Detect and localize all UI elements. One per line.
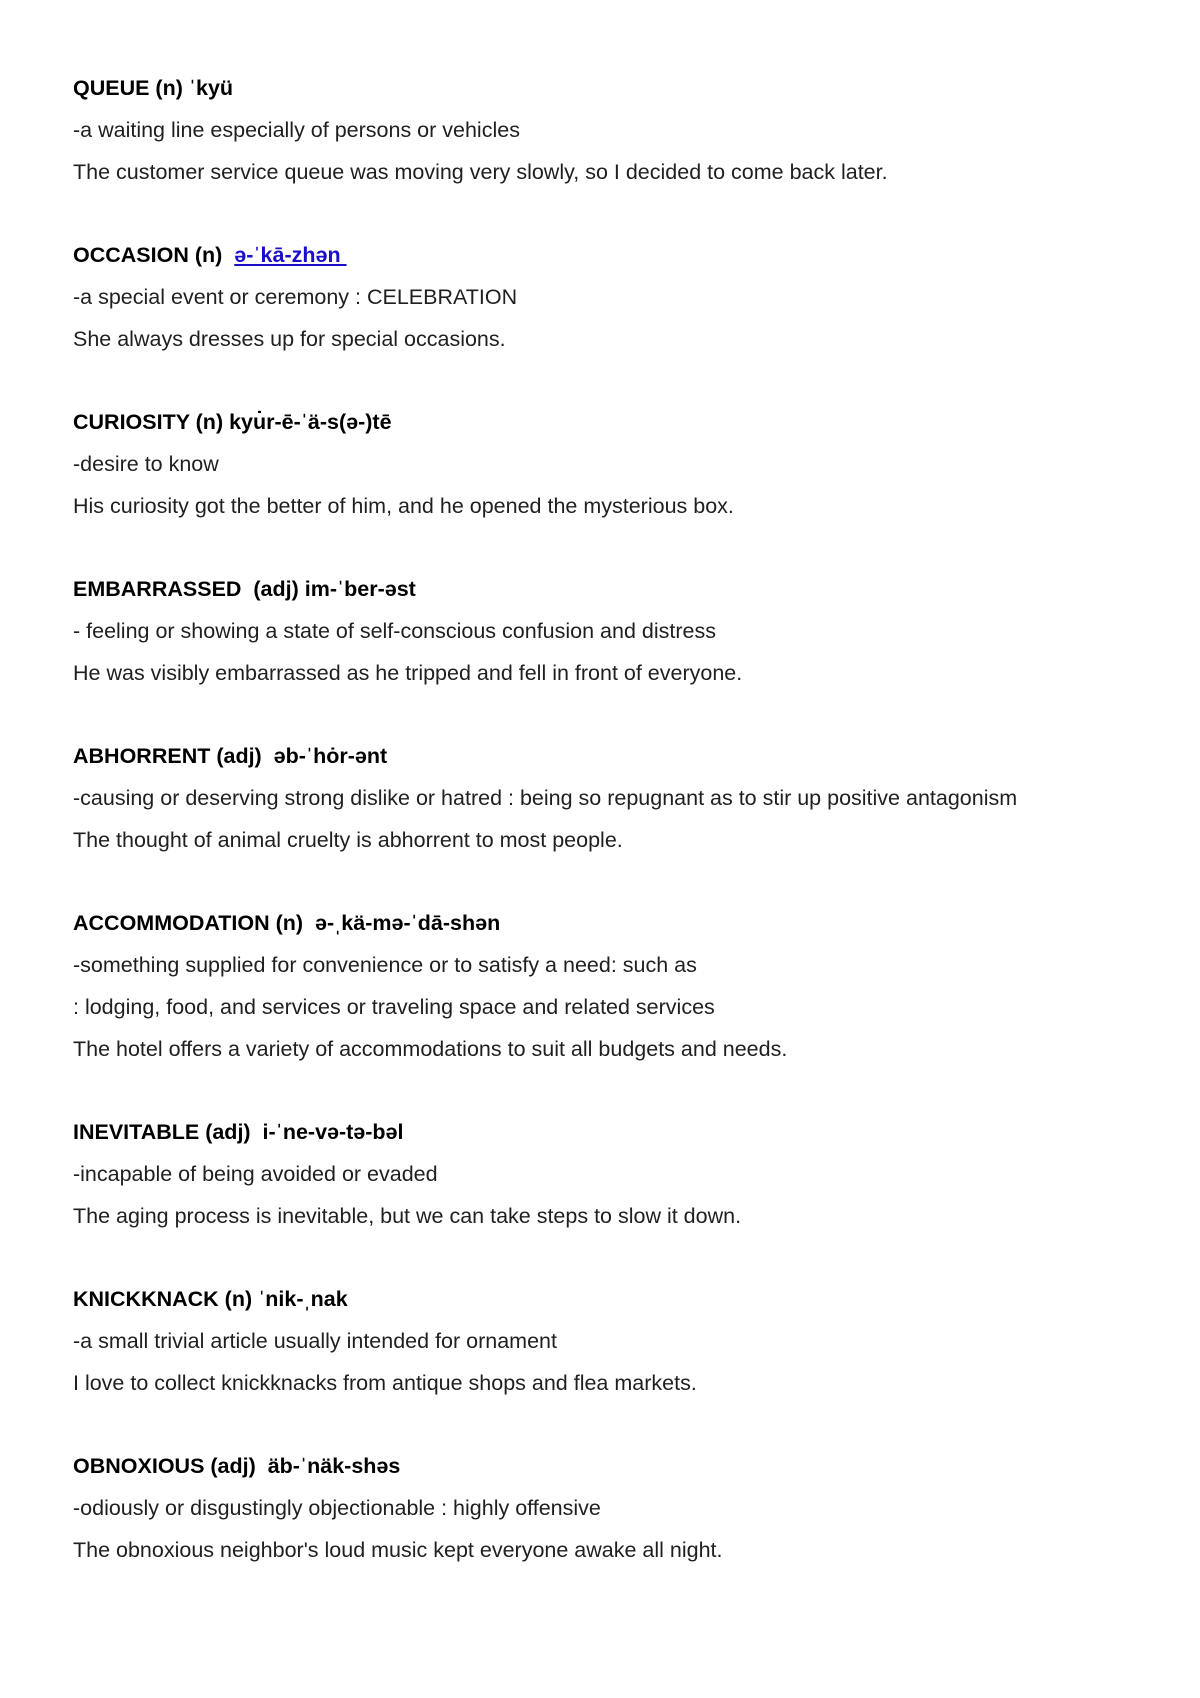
definition: -causing or deserving strong dislike or hatred : being so repugnant as to stir up positive antagonism bbox=[73, 786, 1018, 810]
entry-embarrassed bbox=[73, 568, 1133, 694]
headword: ACCOMMODATION (n) ə-ˌkä-mə-ˈdā-shən bbox=[73, 911, 501, 935]
example-sentence: I love to collect knickknacks from antique shops and flea markets. bbox=[73, 1371, 697, 1395]
example-sentence: The aging process is inevitable, but we can take steps to slow it down. bbox=[73, 1204, 742, 1228]
entry-curiosity bbox=[73, 401, 1133, 527]
example-sentence: The customer service queue was moving very slowly, so I decided to come back later. bbox=[73, 160, 888, 184]
definition: -odiously or disgustingly objectionable : highly offensive bbox=[73, 1496, 601, 1520]
entry-obnoxious bbox=[73, 1445, 1133, 1571]
definition: -incapable of being avoided or evaded bbox=[73, 1162, 438, 1186]
headword-line bbox=[73, 234, 1133, 276]
headword: CURIOSITY (n) kyu̇r-ē-ˈä-s(ə-)tē bbox=[73, 410, 392, 434]
definition-continued: : lodging, food, and services or traveling space and related services bbox=[73, 995, 715, 1019]
vocabulary-document bbox=[73, 67, 1133, 1612]
headword: OBNOXIOUS (adj) äb-ˈnäk-shəs bbox=[73, 1454, 401, 1478]
pronunciation-link[interactable]: ə-ˈkā-zhən bbox=[234, 243, 347, 267]
example-sentence: The thought of animal cruelty is abhorrent to most people. bbox=[73, 828, 623, 852]
entry-occasion bbox=[73, 234, 1133, 360]
example-sentence: She always dresses up for special occasions. bbox=[73, 327, 506, 351]
example-sentence: The hotel offers a variety of accommodations to suit all budgets and needs. bbox=[73, 1037, 788, 1061]
entry-inevitable bbox=[73, 1111, 1133, 1237]
definition: -a small trivial article usually intended for ornament bbox=[73, 1329, 557, 1353]
definition: -a waiting line especially of persons or vehicles bbox=[73, 118, 520, 142]
example-sentence: The obnoxious neighbor's loud music kept everyone awake all night. bbox=[73, 1538, 723, 1562]
definition: -something supplied for convenience or to satisfy a need: such as bbox=[73, 953, 697, 977]
headword: OCCASION (n) bbox=[73, 243, 235, 267]
entry-abhorrent bbox=[73, 735, 1133, 861]
example-sentence: He was visibly embarrassed as he tripped and fell in front of everyone. bbox=[73, 661, 743, 685]
headword: QUEUE (n) ˈkyü bbox=[73, 76, 234, 100]
headword: KNICKKNACK (n) ˈnik-ˌnak bbox=[73, 1287, 348, 1311]
definition: -desire to know bbox=[73, 452, 219, 476]
entry-knickknack bbox=[73, 1278, 1133, 1404]
example-sentence: His curiosity got the better of him, and he opened the mysterious box. bbox=[73, 494, 734, 518]
entry-queue bbox=[73, 67, 1133, 193]
headword: INEVITABLE (adj) i-ˈne-və-tə-bəl bbox=[73, 1120, 404, 1144]
definition: -a special event or ceremony : CELEBRATION bbox=[73, 285, 518, 309]
entry-accommodation bbox=[73, 902, 1133, 1070]
headword: ABHORRENT (adj) əb-ˈhȯr-ənt bbox=[73, 744, 388, 768]
definition: - feeling or showing a state of self-conscious confusion and distress bbox=[73, 619, 716, 643]
headword: EMBARRASSED (adj) im-ˈber-əst bbox=[73, 577, 416, 601]
